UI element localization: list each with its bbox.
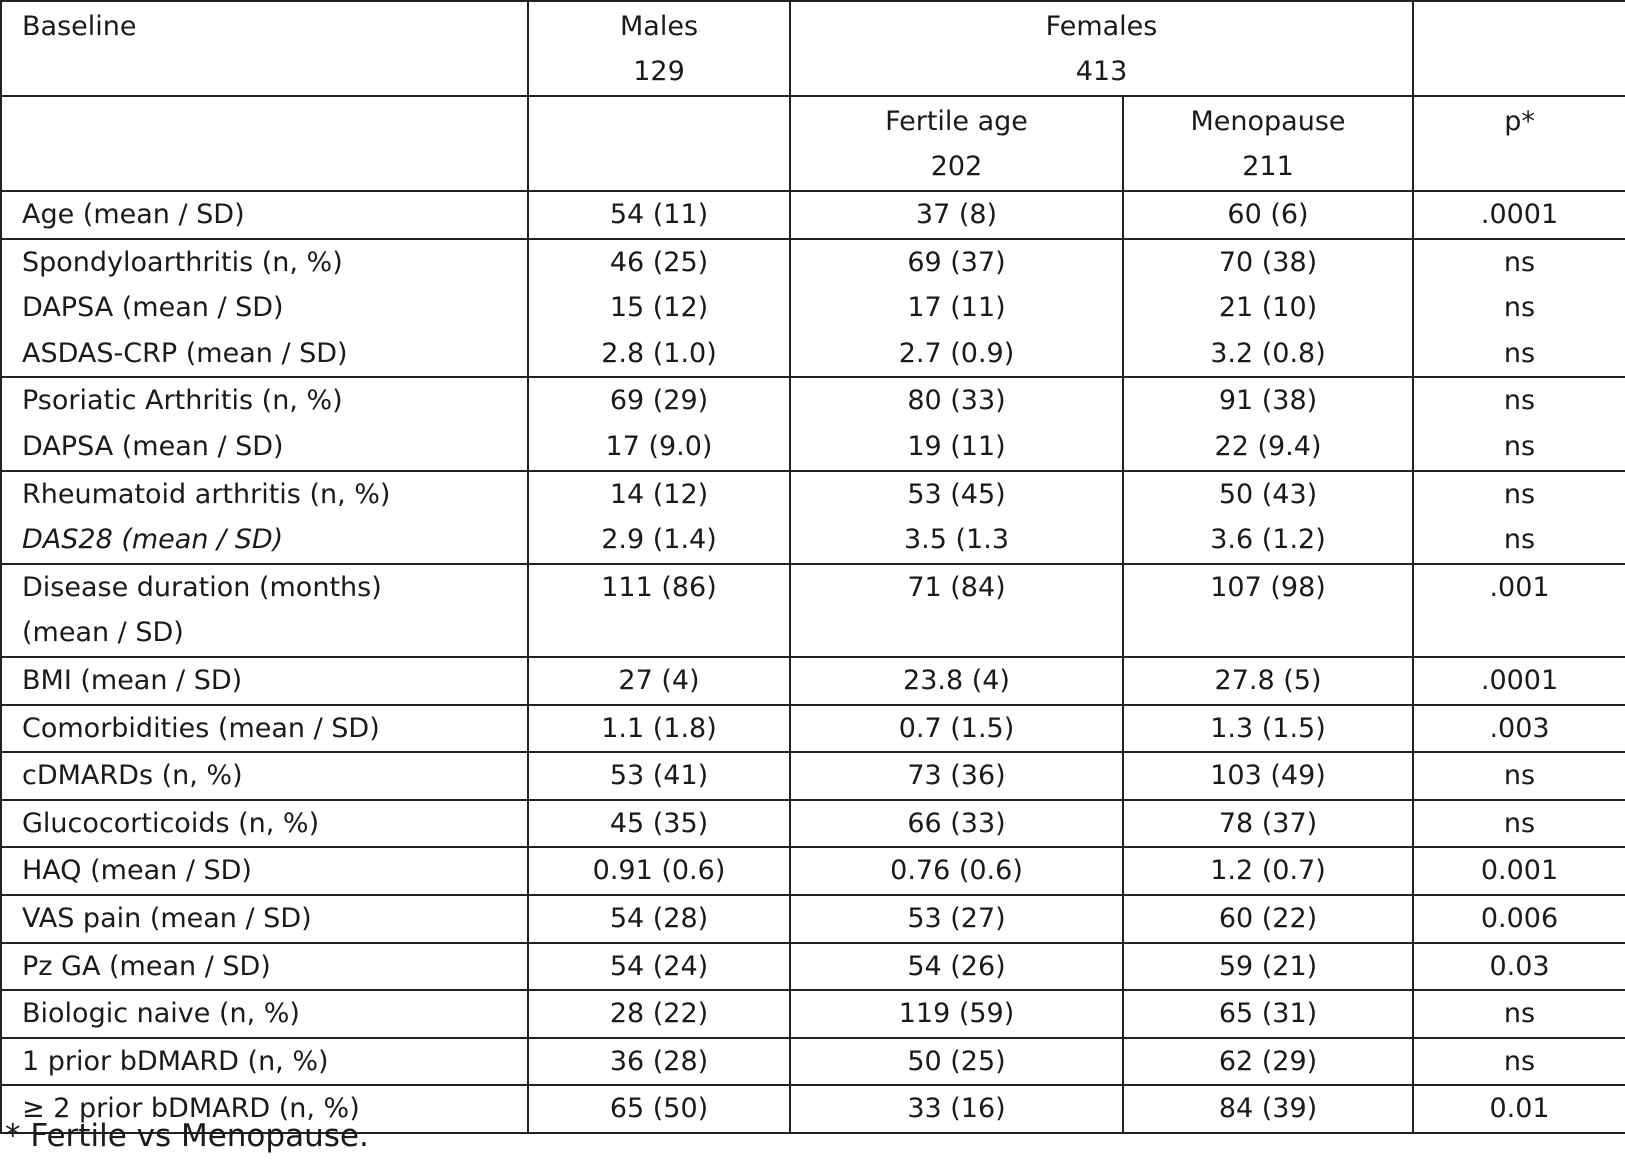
row-label-line: DAPSA (mean / SD) (22, 292, 284, 324)
cell-value: ns (1503, 430, 1536, 462)
cell-p: 0.006 (1413, 895, 1625, 943)
header-p: p* (1413, 96, 1625, 191)
row-label: Pz GA (mean / SD) (1, 943, 528, 991)
row-label: ≥ 2 prior bDMARD (n, %) (1, 1085, 528, 1133)
header-fertile (790, 96, 1123, 191)
cell-value: ns (1503, 337, 1536, 369)
cell-value: 50 (43) (1218, 478, 1318, 510)
cell-menopause: 1.3 (1.5) (1123, 705, 1413, 753)
header-empty-label (1, 96, 528, 191)
header-males-n: 129 (633, 56, 685, 87)
row-label (1, 471, 528, 564)
cell-males: 65 (50) (528, 1085, 790, 1133)
cell-menopause: 60 (6) (1123, 191, 1413, 239)
row-label: Comorbidities (mean / SD) (1, 705, 528, 753)
header-empty (1413, 1, 1625, 96)
table-row-group (1, 471, 1625, 564)
cell-fertile (790, 471, 1123, 564)
cell-value: 17 (11) (907, 292, 1006, 324)
cell-p: .0001 (1413, 191, 1625, 239)
header-menopause-n: 211 (1242, 151, 1294, 182)
cell-menopause: 59 (21) (1123, 943, 1413, 991)
cell-fertile: 53 (27) (790, 895, 1123, 943)
cell-menopause: 103 (49) (1123, 752, 1413, 800)
cell-menopause: 60 (22) (1123, 895, 1413, 943)
cell-fertile: 66 (33) (790, 800, 1123, 848)
cell-males: 54 (28) (528, 895, 790, 943)
header-fertile-label: Fertile age (885, 106, 1028, 137)
row-label-line-italic: DAS28 (mean / SD) (22, 524, 284, 556)
cell-males: 0.91 (0.6) (528, 847, 790, 895)
cell-p: 0.03 (1413, 943, 1625, 991)
cell-p: 0.001 (1413, 847, 1625, 895)
cell-value: 21 (10) (1218, 292, 1318, 324)
cell-menopause: 107 (98) (1123, 564, 1413, 657)
cell-value: 53 (45) (907, 478, 1006, 510)
cell-menopause: 84 (39) (1123, 1085, 1413, 1133)
row-label: BMI (mean / SD) (1, 657, 528, 705)
table-row (1, 705, 1625, 753)
row-label-line: Spondyloarthritis (n, %) (22, 246, 343, 278)
header-row-subgroups (1, 96, 1625, 191)
cell-menopause (1123, 239, 1413, 378)
cell-p: ns (1413, 800, 1625, 848)
cell-p: ns (1413, 1038, 1625, 1086)
header-females-label: Females (1045, 11, 1158, 42)
row-label-line: Rheumatoid arthritis (n, %) (22, 478, 391, 510)
table-row (1, 752, 1625, 800)
table-row (1, 657, 1625, 705)
row-label-line: DAPSA (mean / SD) (22, 430, 284, 462)
table-row-group (1, 377, 1625, 470)
cell-males: 54 (24) (528, 943, 790, 991)
header-empty-males (528, 96, 790, 191)
cell-males: 28 (22) (528, 990, 790, 1038)
cell-value: 15 (12) (609, 292, 709, 324)
cell-males: 36 (28) (528, 1038, 790, 1086)
cell-p: 0.01 (1413, 1085, 1625, 1133)
cell-males (528, 377, 790, 470)
row-label: cDMARDs (n, %) (1, 752, 528, 800)
table-row (1, 564, 1625, 657)
cell-p: ns (1413, 752, 1625, 800)
cell-value: 80 (33) (907, 385, 1006, 417)
row-label: Biologic naive (n, %) (1, 990, 528, 1038)
cell-value: 3.2 (0.8) (1210, 337, 1326, 369)
cell-males: 53 (41) (528, 752, 790, 800)
cell-value: 17 (9.0) (605, 430, 713, 462)
cell-value: 46 (25) (609, 246, 709, 278)
cell-value: 2.7 (0.9) (898, 337, 1015, 369)
cell-males: 1.1 (1.8) (528, 705, 790, 753)
cell-fertile (790, 377, 1123, 470)
cell-menopause (1123, 377, 1413, 470)
cell-fertile: 0.7 (1.5) (790, 705, 1123, 753)
cell-fertile: 73 (36) (790, 752, 1123, 800)
cell-menopause: 78 (37) (1123, 800, 1413, 848)
cell-males: 111 (86) (528, 564, 790, 657)
cell-fertile: 119 (59) (790, 990, 1123, 1038)
cell-value: 19 (11) (907, 430, 1006, 462)
cell-value: 69 (37) (907, 246, 1006, 278)
row-label-line: ASDAS-CRP (mean / SD) (22, 337, 348, 369)
cell-menopause: 65 (31) (1123, 990, 1413, 1038)
row-label (1, 377, 528, 470)
cell-value: 69 (29) (609, 385, 709, 417)
row-label: Age (mean / SD) (1, 191, 528, 239)
table-footnote: * Fertile vs Menopause. (5, 1118, 369, 1154)
cell-males: 54 (11) (528, 191, 790, 239)
cell-value: ns (1503, 246, 1536, 278)
cell-value: 14 (12) (609, 478, 709, 510)
cell-value: ns (1503, 292, 1536, 324)
header-fertile-n: 202 (930, 151, 983, 182)
cell-p: .003 (1413, 705, 1625, 753)
cell-fertile: 37 (8) (790, 191, 1123, 239)
cell-males (528, 471, 790, 564)
header-row-sex (1, 1, 1625, 96)
header-females (790, 1, 1413, 96)
cell-p: .0001 (1413, 657, 1625, 705)
cell-value: 91 (38) (1218, 385, 1318, 417)
header-females-n: 413 (1075, 56, 1128, 87)
cell-value: 2.8 (1.0) (601, 337, 717, 369)
row-label (1, 239, 528, 378)
table-row (1, 943, 1625, 991)
cell-value: ns (1503, 524, 1536, 556)
cell-value: ns (1503, 478, 1536, 510)
cell-fertile: 0.76 (0.6) (790, 847, 1123, 895)
cell-menopause (1123, 471, 1413, 564)
cell-value: 3.6 (1.2) (1210, 524, 1326, 556)
cell-value: 3.5 (1.3 (904, 524, 1009, 556)
table-row-group (1, 239, 1625, 378)
row-label-line: Disease duration (months) (22, 571, 382, 603)
cell-value: 22 (9.4) (1214, 430, 1322, 462)
header-menopause (1123, 96, 1413, 191)
header-males-label: Males (619, 11, 699, 42)
cell-fertile: 23.8 (4) (790, 657, 1123, 705)
row-label: VAS pain (mean / SD) (1, 895, 528, 943)
row-label: 1 prior bDMARD (n, %) (1, 1038, 528, 1086)
cell-fertile: 54 (26) (790, 943, 1123, 991)
cell-menopause: 62 (29) (1123, 1038, 1413, 1086)
cell-menopause: 27.8 (5) (1123, 657, 1413, 705)
table-row (1, 191, 1625, 239)
row-label: Glucocorticoids (n, %) (1, 800, 528, 848)
cell-p: .001 (1413, 564, 1625, 657)
cell-fertile (790, 239, 1123, 378)
cell-males: 45 (35) (528, 800, 790, 848)
cell-p (1413, 239, 1625, 378)
table-row (1, 990, 1625, 1038)
header-males (528, 1, 790, 96)
cell-fertile: 71 (84) (790, 564, 1123, 657)
row-label-line: (mean / SD) (22, 617, 184, 649)
cell-fertile: 50 (25) (790, 1038, 1123, 1086)
cell-menopause: 1.2 (0.7) (1123, 847, 1413, 895)
header-baseline: Baseline (1, 1, 528, 96)
cell-fertile: 33 (16) (790, 1085, 1123, 1133)
cell-p: ns (1413, 990, 1625, 1038)
header-menopause-label: Menopause (1190, 106, 1346, 137)
table-row (1, 895, 1625, 943)
cell-p (1413, 471, 1625, 564)
row-label-line: Psoriatic Arthritis (n, %) (22, 385, 343, 417)
table-row (1, 847, 1625, 895)
table-row (1, 1038, 1625, 1086)
row-label (1, 564, 528, 657)
cell-value: ns (1503, 385, 1536, 417)
cell-p (1413, 377, 1625, 470)
cell-males: 27 (4) (528, 657, 790, 705)
cell-value: 70 (38) (1218, 246, 1318, 278)
table-row (1, 800, 1625, 848)
cell-value: 2.9 (1.4) (601, 524, 717, 556)
cell-males (528, 239, 790, 378)
row-label: HAQ (mean / SD) (1, 847, 528, 895)
